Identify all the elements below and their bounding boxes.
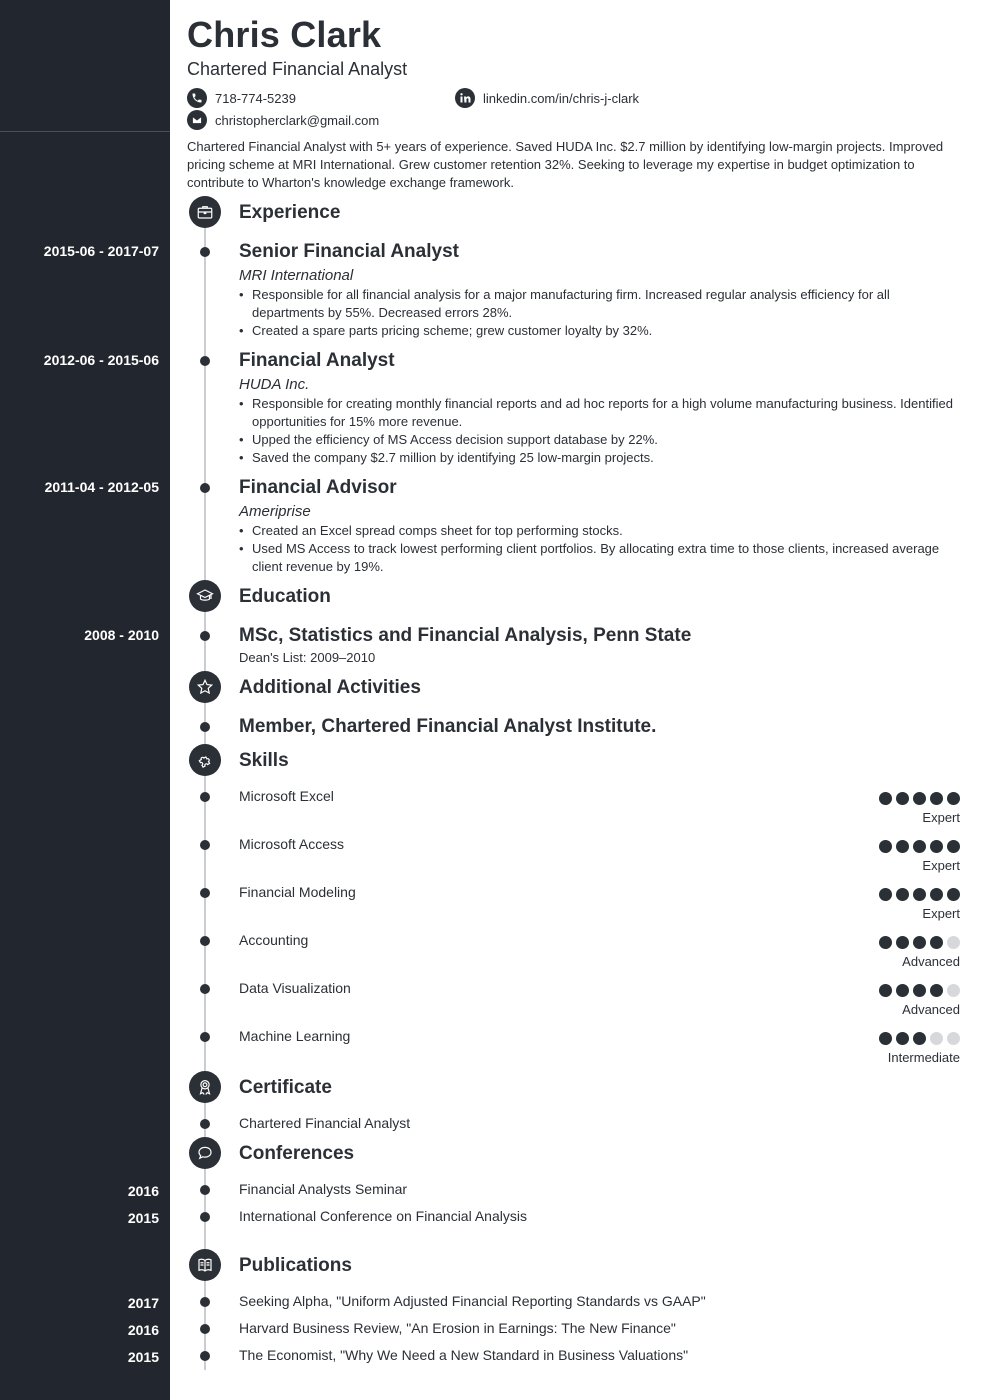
job-bullet: • Upped the efficiency of MS Access decision support database by 22%. [239,431,964,449]
job-bullet: • Created a spare parts pricing scheme; grew customer loyalty by 32%. [239,322,964,340]
rating-dot-filled [913,1032,926,1045]
summary: Chartered Financial Analyst with 5+ years of experience. Saved HUDA Inc. $2.7 million by identifying low-margin projects. Improved pricing scheme at MRI International. Grew customer retention 32%. Seeking to leverage my expertise in budget optimization to contribute to Wharton's knowledge exchange framework. [187,139,944,190]
timeline-dot [200,1212,210,1222]
job-bullets [239,522,964,576]
rating-dot-filled [879,936,892,949]
rating-dot-filled [930,936,943,949]
publication-year: 2016 [127,1322,159,1338]
conference-year: 2015 [127,1210,159,1226]
skill-name: Microsoft Excel [239,788,334,804]
job-company: MRI International [239,267,354,284]
rating-dot-filled [947,792,960,805]
rating-dot-filled [930,984,943,997]
conference-name: Financial Analysts Seminar [239,1181,408,1197]
timeline-dot [200,1119,210,1129]
section-title-conferences: Conferences [239,1143,355,1164]
book-icon [189,1249,221,1281]
rating-dot-filled [913,840,926,853]
rating-dot-filled [896,792,909,805]
section-title-activities: Additional Activities [239,677,421,698]
email-text[interactable]: christopherclark@gmail.com [215,112,380,128]
timeline-dot [200,483,210,493]
skill-name: Financial Modeling [239,884,356,900]
skill-level: Expert [922,858,960,873]
timeline-dot [200,356,210,366]
publication-name: Seeking Alpha, "Uniform Adjusted Financial Reporting Standards vs GAAP" [239,1293,706,1309]
timeline-dot [200,1351,210,1361]
skill-rating [879,792,960,805]
contact-phone [187,88,296,108]
contact-email [187,110,379,130]
timeline-dot [200,840,210,850]
skill-level: Expert [922,810,960,825]
rating-dot-filled [947,840,960,853]
rating-dot-filled [913,792,926,805]
skill-level: Advanced [902,1002,960,1017]
conference-year: 2016 [127,1183,159,1199]
certificate-item: Chartered Financial Analyst [239,1115,411,1131]
award-icon [189,1071,221,1103]
rating-dot-filled [930,840,943,853]
publication-name: Harvard Business Review, "An Erosion in Earnings: The New Finance" [239,1320,676,1336]
candidate-name: Chris Clark [187,14,382,55]
rating-dot-filled [879,840,892,853]
skill-level: Expert [922,906,960,921]
skill-rating [879,1032,960,1045]
candidate-title: Chartered Financial Analyst [187,59,408,79]
linkedin-icon [455,88,475,108]
rating-dot-empty [947,984,960,997]
rating-dot-filled [913,936,926,949]
speech-bubble-icon [189,1137,221,1169]
rating-dot-filled [896,888,909,901]
rating-dot-filled [879,792,892,805]
job-dates: 2015-06 - 2017-07 [43,243,159,259]
linkedin-text[interactable]: linkedin.com/in/chris-j-clark [483,90,640,106]
contact-linkedin [455,88,639,108]
skill-name: Data Visualization [239,980,351,996]
skill-name: Microsoft Access [239,836,345,852]
rating-dot-filled [930,792,943,805]
conference-name: International Conference on Financial Analysis [239,1208,527,1224]
rating-dot-filled [930,888,943,901]
job-bullet: • Used MS Access to track lowest performing client portfolios. By allocating extra time to those clients, increased average client revenue by 19%. [239,540,964,576]
section-title-education: Education [239,586,331,607]
phone-text[interactable]: 718-774-5239 [215,90,296,106]
graduation-cap-icon [189,580,221,612]
briefcase-icon [189,196,221,228]
job-title: Financial Analyst [239,350,395,371]
timeline-dot [200,792,210,802]
timeline-dot [200,1297,210,1307]
rating-dot-empty [947,1032,960,1045]
timeline-dot [200,984,210,994]
timeline-dot [200,247,210,257]
job-company: HUDA Inc. [239,376,310,393]
puzzle-icon [189,744,221,776]
rating-dot-filled [913,888,926,901]
education-dates: 2008 - 2010 [84,627,159,643]
job-title: Senior Financial Analyst [239,241,459,262]
rating-dot-filled [913,984,926,997]
skill-name: Machine Learning [239,1028,351,1044]
job-bullet: • Responsible for creating monthly financial reports and ad hoc reports for a high volume manufacturing business. Identified opportunities for 15% more revenue. [239,395,964,431]
job-bullet: • Created an Excel spread comps sheet for top performing stocks. [239,522,964,540]
timeline-dot [200,631,210,641]
job-bullets [239,395,964,467]
skill-level: Advanced [902,954,960,969]
job-dates: 2012-06 - 2015-06 [43,352,159,368]
timeline-line [204,210,206,1370]
rating-dot-filled [896,936,909,949]
skill-rating [879,888,960,901]
job-title: Financial Advisor [239,477,397,498]
rating-dot-empty [930,1032,943,1045]
skill-rating [879,936,960,949]
publication-year: 2017 [127,1295,159,1311]
phone-icon [187,88,207,108]
section-title-publications: Publications [239,1255,352,1276]
timeline-dot [200,1185,210,1195]
timeline-dot [200,936,210,946]
resume-header [187,14,407,80]
publication-name: The Economist, "Why We Need a New Standard in Business Valuations" [239,1347,689,1363]
timeline-dot [200,888,210,898]
section-title-experience: Experience [239,202,341,223]
skill-level: Intermediate [887,1050,960,1065]
section-title-certificate: Certificate [239,1077,332,1098]
star-icon [189,671,221,703]
activity-item: Member, Chartered Financial Analyst Institute. [239,716,657,737]
education-note: Dean's List: 2009–2010 [239,650,376,665]
rating-dot-filled [896,984,909,997]
skill-rating [879,984,960,997]
timeline-dot [200,1032,210,1042]
sidebar-divider [0,131,170,132]
skill-name: Accounting [239,932,309,948]
job-bullet: • Responsible for all financial analysis for a major manufacturing firm. Increased regular analysis efficiency for all departments by 55%. Decreased errors 28%. [239,286,964,322]
timeline-dot [200,722,210,732]
rating-dot-filled [879,984,892,997]
rating-dot-filled [896,1032,909,1045]
publication-year: 2015 [127,1349,159,1365]
section-title-skills: Skills [239,750,289,771]
rating-dot-filled [879,1032,892,1045]
skill-rating [879,840,960,853]
job-bullet: • Saved the company $2.7 million by identifying 25 low-margin projects. [239,449,964,467]
rating-dot-filled [896,840,909,853]
job-company: Ameriprise [239,503,311,520]
education-degree: MSc, Statistics and Financial Analysis, Penn State [239,625,692,646]
email-icon [187,110,207,130]
timeline-dot [200,1324,210,1334]
rating-dot-filled [879,888,892,901]
job-dates: 2011-04 - 2012-05 [44,479,159,495]
job-bullets [239,286,964,340]
rating-dot-filled [947,888,960,901]
rating-dot-empty [947,936,960,949]
